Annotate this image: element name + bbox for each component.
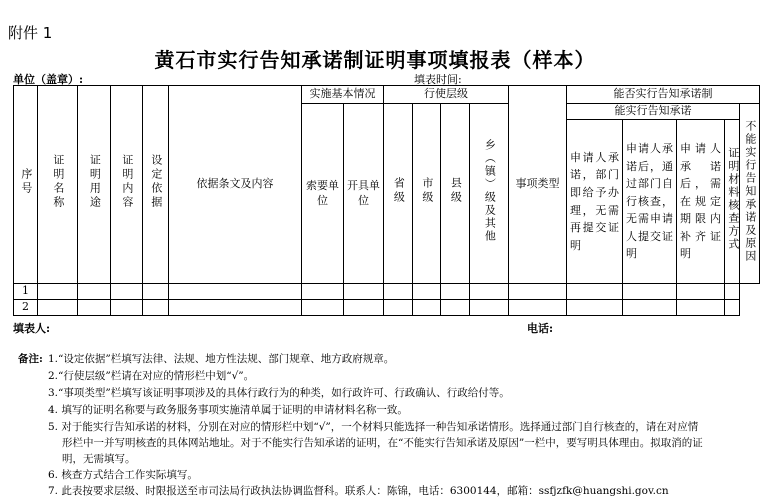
table-row [14,284,760,300]
header-can: 能实行告知承诺 [567,104,740,120]
header-basis: 设定依据 [143,86,169,284]
header-township: 乡（镇）级及其他 [470,104,509,284]
page-title: 黄石市实行告知承诺制证明事项填报表（样本） [154,48,596,72]
phone-label: 电话: [527,322,554,335]
header-county: 县级 [441,104,470,284]
filler-label: 填表人: [13,322,51,335]
header-clause: 依据条文及内容 [169,86,302,284]
note-item: 明，无需填写。 [62,453,136,465]
unit-label: 单位（盖章）: [13,73,84,86]
table-row [14,299,760,315]
report-table [13,85,760,316]
header-can-promise: 能否实行告知承诺制 [567,86,760,104]
header-verify: 证明材料核查方式 [725,120,740,284]
header-matter-type: 事项类型 [509,86,567,284]
notes-label: 备注: [18,353,43,365]
header-seq: 序号 [14,86,38,284]
header-cert-use: 证明用途 [78,86,111,284]
header-opt1: 申请人承诺，部门即给予办理，无需再提交证明 [567,120,623,284]
header-city: 市级 [413,104,441,284]
note-item: 6. 核查方式结合工作实际填写。 [48,469,198,481]
header-cert-name: 证明名称 [38,86,78,284]
header-cannot: 不能实行告知承诺及原因 [740,104,760,284]
note-item: 4. 填写的证明名称要与政务服务事项实施清单属于证明的申请材料名称一致。 [48,404,408,416]
note-item: 5. 对于能实行告知承诺的材料，分别在对应的情形栏中划“√”，一个材料只能选择一种告知承诺情形。选择通过部门自行核查的，请在对应情 [48,421,699,433]
fill-time-label: 填表时间: [414,73,462,86]
note-item: 形栏中一并写明核查的具体网站地址。对于不能实行告知承诺的证明，在“不能实行告知承诺及原因”一栏中，要写明具体理由。拟取消的证 [62,437,703,449]
header-opt3: 申请人承诺后，需在规定期限内补齐证明 [677,120,725,284]
header-province: 省级 [384,104,413,284]
header-cert-content: 证明内容 [111,86,143,284]
row-number: 1 [14,284,38,300]
header-impl-subject: 实施基本情况 [302,86,384,104]
note-item: 2.“行使层级”栏请在对应的情形栏中划“√”。 [48,370,255,382]
note-item: 3.“事项类型”栏填写该证明事项涉及的具体行政行为的种类，如行政许可、行政确认、行政给付等。 [48,387,510,399]
note-item: 7. 此表按要求层级、时限报送至市司法局行政执法协调监督科。联系人：陈锦，电话：6300144，邮箱：ssfjzfk@huangshi.gov.cn [48,485,669,497]
header-opt2: 申请人承诺后，通过部门自行核查，无需申请人提交证明 [623,120,677,284]
note-item: 1.“设定依据”栏填写法律、法规、地方性法规、部门规章、地方政府规章。 [48,353,395,365]
header-issue-unit: 开具单位 [344,104,384,284]
attachment-label: 附件 1 [8,24,53,42]
header-req-unit: 索要单位 [302,104,344,284]
row-number: 2 [14,299,38,315]
header-level: 行使层级 [384,86,509,104]
